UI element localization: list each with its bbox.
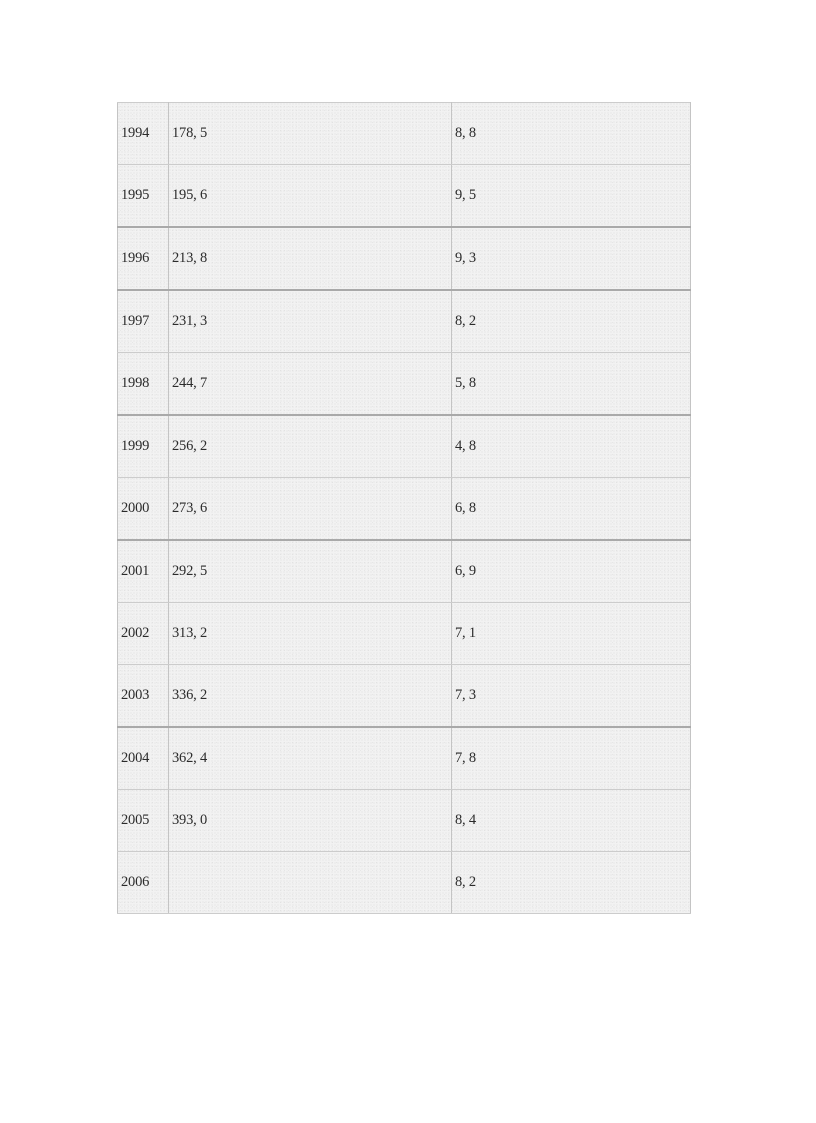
year-cell: 1997 bbox=[118, 290, 169, 353]
rate-cell: 5, 8 bbox=[452, 353, 691, 416]
year-cell: 2006 bbox=[118, 852, 169, 914]
value-cell: 256, 2 bbox=[169, 415, 452, 478]
value-cell: 393, 0 bbox=[169, 790, 452, 852]
rate-cell: 8, 8 bbox=[452, 103, 691, 165]
data-table bbox=[117, 102, 691, 914]
rate-cell: 4, 8 bbox=[452, 415, 691, 478]
value-cell: 213, 8 bbox=[169, 227, 452, 290]
year-cell: 2005 bbox=[118, 790, 169, 852]
year-cell: 2003 bbox=[118, 665, 169, 728]
rate-cell: 6, 8 bbox=[452, 478, 691, 541]
table-row bbox=[118, 478, 691, 541]
rate-cell: 8, 4 bbox=[452, 790, 691, 852]
value-cell: 313, 2 bbox=[169, 603, 452, 665]
value-cell: 195, 6 bbox=[169, 165, 452, 228]
table-row bbox=[118, 290, 691, 353]
table-row bbox=[118, 790, 691, 852]
value-cell: 336, 2 bbox=[169, 665, 452, 728]
rate-cell: 7, 8 bbox=[452, 727, 691, 790]
rate-cell: 9, 5 bbox=[452, 165, 691, 228]
table-row bbox=[118, 603, 691, 665]
table-row bbox=[118, 415, 691, 478]
table-row bbox=[118, 353, 691, 416]
year-cell: 1994 bbox=[118, 103, 169, 165]
table-row bbox=[118, 665, 691, 728]
value-cell: 292, 5 bbox=[169, 540, 452, 603]
year-cell: 1999 bbox=[118, 415, 169, 478]
year-cell: 2000 bbox=[118, 478, 169, 541]
table-row bbox=[118, 227, 691, 290]
rate-cell: 7, 3 bbox=[452, 665, 691, 728]
value-cell: 362, 4 bbox=[169, 727, 452, 790]
value-cell: 244, 7 bbox=[169, 353, 452, 416]
rate-cell: 8, 2 bbox=[452, 290, 691, 353]
year-cell: 2002 bbox=[118, 603, 169, 665]
table-row bbox=[118, 165, 691, 228]
table-row bbox=[118, 852, 691, 914]
year-cell: 2004 bbox=[118, 727, 169, 790]
table-row bbox=[118, 727, 691, 790]
rate-cell: 7, 1 bbox=[452, 603, 691, 665]
rate-cell: 8, 2 bbox=[452, 852, 691, 914]
year-cell: 1995 bbox=[118, 165, 169, 228]
value-cell bbox=[169, 852, 452, 914]
value-cell: 273, 6 bbox=[169, 478, 452, 541]
year-cell: 1998 bbox=[118, 353, 169, 416]
table-row bbox=[118, 103, 691, 165]
rate-cell: 9, 3 bbox=[452, 227, 691, 290]
rate-cell: 6, 9 bbox=[452, 540, 691, 603]
table-row bbox=[118, 540, 691, 603]
year-cell: 2001 bbox=[118, 540, 169, 603]
value-cell: 178, 5 bbox=[169, 103, 452, 165]
year-cell: 1996 bbox=[118, 227, 169, 290]
value-cell: 231, 3 bbox=[169, 290, 452, 353]
